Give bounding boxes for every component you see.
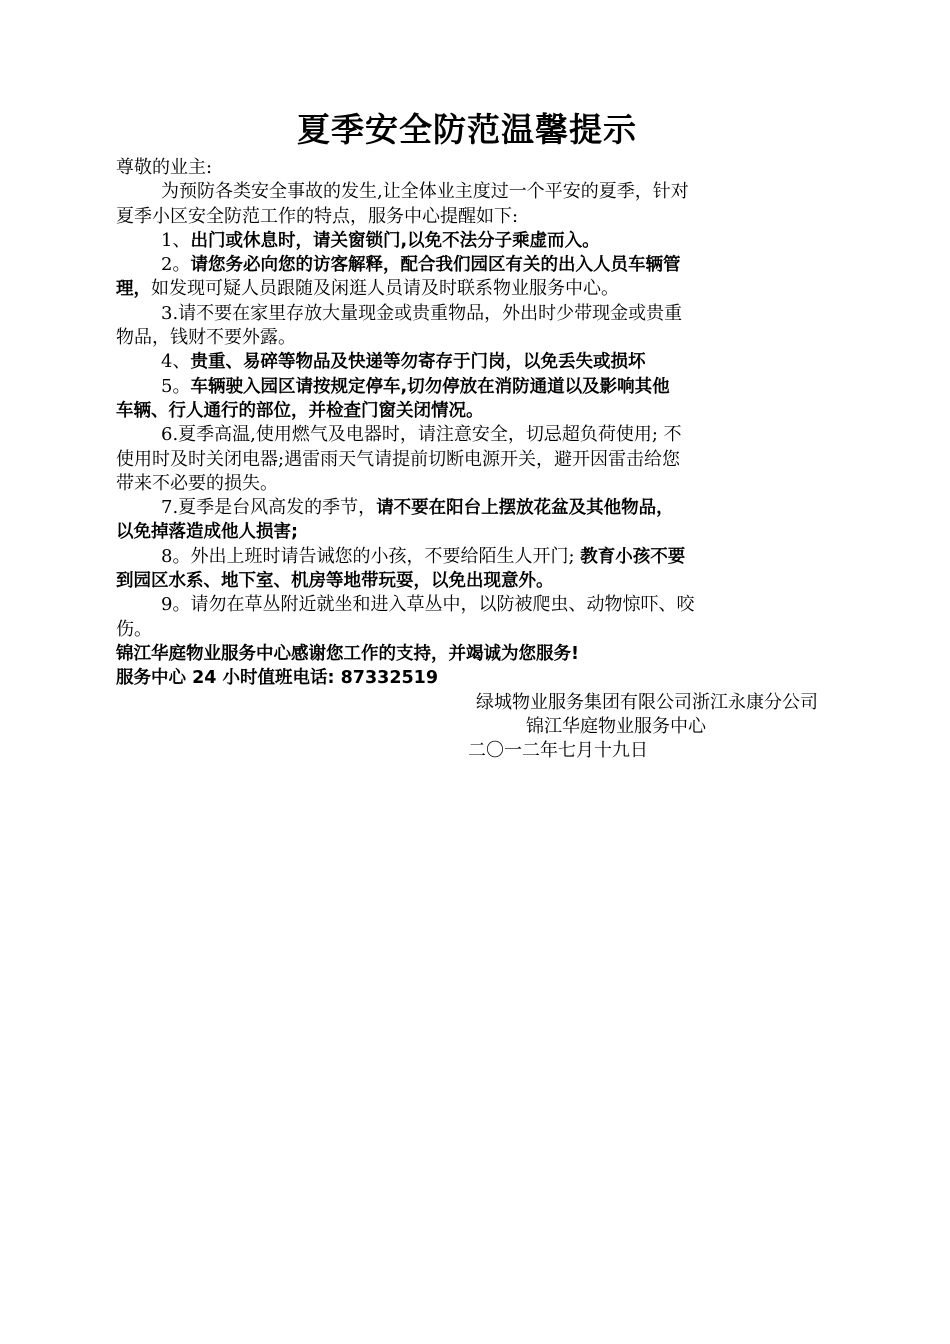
- item-2-line-2: [116, 277, 818, 301]
- item-5-number: 5。: [161, 375, 191, 397]
- intro-line-1: 为预防各类安全事故的发生,让全体业主度过一个平安的夏季，针对: [161, 181, 689, 203]
- item-2-line-1: [116, 253, 818, 277]
- item-3-line-1: 3.请不要在家里存放大量现金或贵重物品，外出时少带现金或贵重: [161, 302, 683, 324]
- notice-page: [116, 104, 818, 763]
- signature-date: 二〇一二年七月十九日: [468, 740, 648, 762]
- signature-center: 锦江华庭物业服务中心: [526, 715, 706, 737]
- item-2-bold-2: 理，: [116, 279, 151, 300]
- hotline-line: 服务中心 24 小时值班电话: 87332519: [116, 668, 439, 689]
- item-6-line-3: 带来不必要的损失。: [116, 472, 278, 494]
- item-8-line-1: [116, 545, 818, 569]
- item-8-plain: 8。外出上班时请告诫您的小孩，不要给陌生人开门;: [161, 545, 581, 567]
- item-5-line-1: [116, 375, 818, 399]
- item-4: [116, 350, 818, 374]
- item-2-number: 2。: [161, 254, 191, 276]
- item-6-line-2: 使用时及时关闭电器;遇雷雨天气请提前切断电源开关，避开因雷击给您: [116, 448, 681, 470]
- salutation: 尊敬的业主:: [116, 157, 213, 178]
- intro-line-2: 夏季小区安全防范工作的特点，服务中心提醒如下:: [116, 205, 519, 227]
- item-5-bold-1: 车辆驶入园区请按规定停车,切勿停放在消防通道以及影响其他: [190, 376, 670, 397]
- item-7-bold-1: 请不要在阳台上摆放花盆及其他物品，: [376, 498, 674, 519]
- item-1-text: 出门或休息时，请关窗锁门,以免不法分子乘虚而入。: [190, 230, 600, 251]
- item-8-bold-1: 教育小孩不要: [580, 546, 686, 567]
- page-title: 夏季安全防范温馨提示: [297, 110, 637, 149]
- item-6-line-1: 6.夏季高温,使用燃气及电器时，请注意安全，切忌超负荷使用; 不: [161, 424, 682, 446]
- item-7-plain: 7.夏季是台风高发的季节，: [161, 497, 377, 519]
- item-9-line-2: 伤。: [116, 618, 152, 640]
- item-4-text: 贵重、易碎等物品及快递等勿寄存于门岗，以免丢失或损坏: [190, 352, 646, 373]
- item-9-line-1: 9。请勿在草丛附近就坐和进入草丛中，以防被爬虫、动物惊吓、咬: [161, 594, 695, 616]
- notice-body: [116, 156, 818, 763]
- signature-company: 绿城物业服务集团有限公司浙江永康分公司: [476, 691, 818, 713]
- item-7-line-2: 以免掉落造成他人损害;: [116, 522, 298, 543]
- item-1-number: 1、: [161, 229, 191, 251]
- item-5-line-2: 车辆、行人通行的部位，并检查门窗关闭情况。: [116, 400, 484, 421]
- item-2-rest: 如发现可疑人员跟随及闲逛人员请及时联系物业服务中心。: [151, 278, 619, 300]
- item-3-line-2: 物品，钱财不要外露。: [116, 327, 296, 349]
- item-4-number: 4、: [161, 351, 191, 373]
- item-2-bold-1: 请您务必向您的访客解释，配合我们园区有关的出入人员车辆管: [190, 255, 681, 276]
- item-7-line-1: [116, 496, 818, 520]
- thanks-line: 锦江华庭物业服务中心感谢您工作的支持，并竭诚为您服务!: [116, 643, 579, 664]
- item-1: [116, 229, 818, 253]
- item-8-line-2: 到园区水系、地下室、机房等地带玩耍，以免出现意外。: [116, 571, 554, 592]
